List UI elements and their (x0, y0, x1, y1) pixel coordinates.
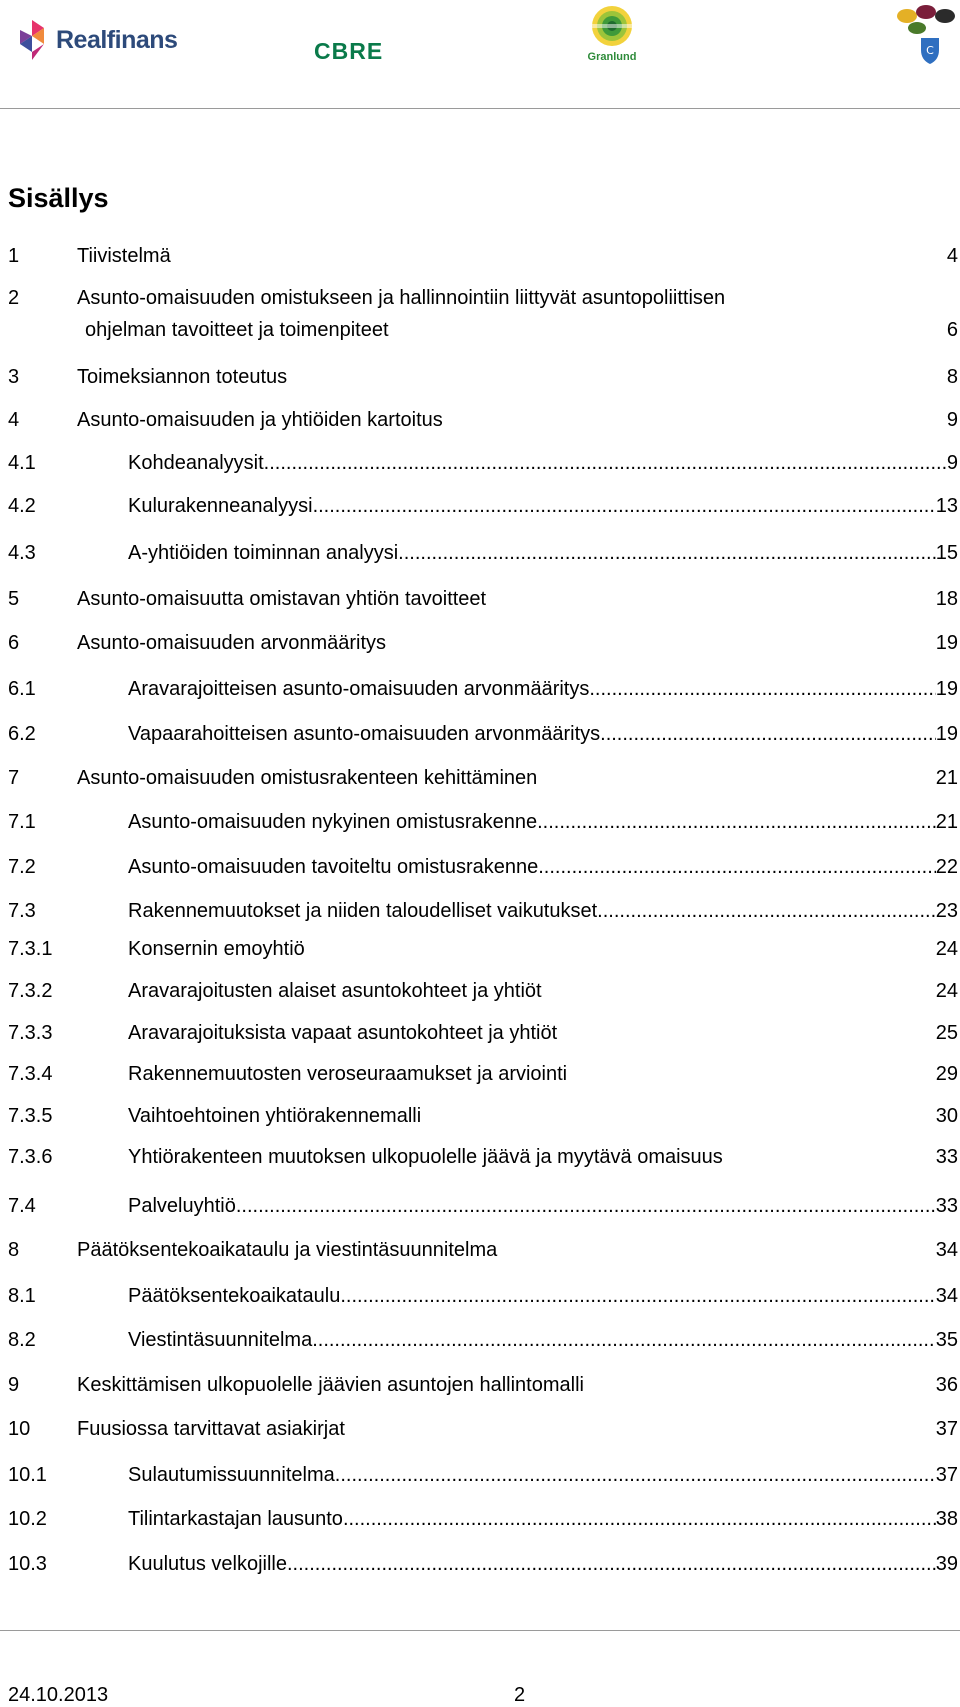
toc-entry-title: Viestintäsuunnitelma (128, 1329, 313, 1351)
toc-entry-number: 4.1 (8, 452, 36, 474)
toc-entry-page: 24 (935, 980, 958, 1002)
toc-entry-number: 4.2 (8, 495, 36, 517)
toc-entry-number: 7.3.5 (8, 1105, 53, 1127)
toc-entry-leader (128, 722, 958, 746)
toc-entry-title: Aravarajoitusten alaiset asuntokohteet ja yhtiöt (128, 980, 542, 1002)
toc-entry-title: A-yhtiöiden toiminnan analyysi (128, 542, 399, 564)
dot-leader (597, 899, 936, 923)
toc-entry-title: Tiivistelmä (77, 245, 171, 267)
toc-entry-page: 34 (935, 1285, 958, 1307)
toc-entry-title: Päätöksentekoaikataulu ja viestintäsuunnitelma (77, 1239, 498, 1261)
toc-entry-title: Rakennemuutosten veroseuraamukset ja arviointi (128, 1063, 568, 1085)
toc-entry-number: 10 (8, 1418, 31, 1440)
toc-entry-leader (128, 1194, 958, 1218)
toc-entry-title: Kohdeanalyysit (128, 452, 264, 474)
toc-entry-leader (128, 1284, 958, 1308)
dot-leader (340, 1284, 935, 1308)
toc-entry-page: 25 (935, 1022, 958, 1044)
toc-entry-leader (128, 810, 958, 834)
dot-leader (589, 677, 935, 701)
dot-leader (600, 722, 936, 746)
toc-entry-title: Vapaarahoitteisen asunto-omaisuuden arvonmääritys (128, 723, 601, 745)
toc-entry-page: 37 (935, 1464, 958, 1486)
dot-leader (312, 1328, 936, 1352)
granlund-wordmark: Granlund (587, 51, 637, 63)
toc-entry-number: 2 (8, 287, 20, 309)
toc-entry-title: Päätöksentekoaikataulu (128, 1285, 341, 1307)
toc-entry-title: Asunto-omaisuuden omistukseen ja hallinnointiin liittyvät asuntopoliittisen (77, 287, 726, 309)
footer-divider (0, 1630, 960, 1631)
toc-entry-title: Vaihtoehtoinen yhtiörakennemalli (128, 1105, 422, 1127)
toc-entry-page: 22 (935, 856, 958, 878)
toc-entry-page: 21 (935, 767, 958, 789)
toc-entry-page: 8 (946, 366, 958, 388)
toc-entry-number: 10.3 (8, 1553, 47, 1575)
toc-entry-number: 6.1 (8, 678, 36, 700)
city-crest-icon (893, 2, 959, 64)
toc-entry-number: 8.1 (8, 1285, 36, 1307)
granlund-logo (580, 4, 644, 62)
toc-entry-title: Asunto-omaisuuden arvonmääritys (77, 632, 387, 654)
realfinans-mark-icon (18, 20, 52, 60)
toc-entry-title: Tilintarkastajan lausunto (128, 1508, 343, 1530)
toc-entry-leader (128, 1507, 958, 1531)
dot-leader (335, 1463, 936, 1487)
toc-entry-title: Asunto-omaisuuden ja yhtiöiden kartoitus (77, 409, 443, 431)
toc-entry-title: Palveluyhtiö (128, 1195, 236, 1217)
toc-entry-number: 6 (8, 632, 20, 654)
toc-entry-page: 4 (946, 245, 958, 267)
toc-entry-title: Asunto-omaisuutta omistavan yhtiön tavoitteet (77, 588, 487, 610)
city-crest-logo (893, 2, 959, 64)
realfinans-logo (18, 18, 177, 62)
toc-entry-page: 19 (935, 723, 958, 745)
toc-entry-leader (128, 1552, 958, 1576)
toc-entry-leader (128, 677, 958, 701)
toc-entry-title: Toimeksiannon toteutus (77, 366, 288, 388)
toc-entry-page: 35 (935, 1329, 958, 1351)
toc-entry-title: Aravarajoituksista vapaat asuntokohteet ja yhtiöt (128, 1022, 558, 1044)
toc-entry-page: 18 (935, 588, 958, 610)
toc-entry-number: 7.3.1 (8, 938, 53, 960)
toc-entry-page: 6 (946, 319, 958, 341)
dot-leader (537, 810, 936, 834)
dot-leader (398, 541, 936, 565)
toc-entry-number: 7.1 (8, 811, 36, 833)
toc-entry-title: Kuulutus velkojille (128, 1553, 287, 1575)
footer-page-number: 2 (514, 1684, 526, 1706)
dot-leader (236, 1194, 936, 1218)
toc-entry-page: 39 (935, 1553, 958, 1575)
toc-entry-page: 33 (935, 1195, 958, 1217)
dot-leader (264, 451, 947, 475)
toc-entry-page: 9 (946, 452, 958, 474)
cbre-logo: CBRE (314, 38, 384, 64)
toc-entry-page: 15 (935, 542, 958, 564)
toc-entry-number: 7.3.3 (8, 1022, 53, 1044)
toc-entry-title: Asunto-omaisuuden nykyinen omistusrakenne (128, 811, 538, 833)
toc-entry-page: 21 (935, 811, 958, 833)
toc-entry-number: 7.4 (8, 1195, 36, 1217)
toc-entry-number: 8.2 (8, 1329, 36, 1351)
toc-entry-title: Sulautumissuunnitelma (128, 1464, 335, 1486)
toc-entry-leader (128, 1328, 958, 1352)
toc-entry-number: 8 (8, 1239, 20, 1261)
toc-entry-page: 9 (946, 409, 958, 431)
page-header (0, 0, 960, 108)
toc-entry-title: Yhtiörakenteen muutoksen ulkopuolelle jäävä ja myytävä omaisuus (128, 1146, 723, 1168)
realfinans-wordmark: Realfinans (56, 25, 178, 54)
toc-entry-number: 10.2 (8, 1508, 47, 1530)
toc-entry-number: 4 (8, 409, 20, 431)
toc-entry-number: 4.3 (8, 542, 36, 564)
toc-entry-page: 36 (935, 1374, 958, 1396)
toc-entry-number: 7.3.2 (8, 980, 53, 1002)
toc-entry-leader (128, 899, 958, 923)
toc-title: Sisällys (8, 183, 109, 213)
dot-leader (287, 1552, 936, 1576)
toc-entry-title: Keskittämisen ulkopuolelle jäävien asuntojen hallintomalli (77, 1374, 584, 1396)
toc-entry-number: 1 (8, 245, 20, 267)
dot-leader (343, 1507, 936, 1531)
toc-entry-number: 7.3.6 (8, 1146, 53, 1168)
toc-entry-page: 34 (935, 1239, 958, 1261)
toc-entry-number: 5 (8, 588, 20, 610)
toc-entry-number: 7 (8, 767, 20, 789)
footer-date: 24.10.2013 (8, 1684, 109, 1706)
header-divider (0, 108, 960, 109)
dot-leader (313, 494, 936, 518)
granlund-mark-icon (586, 4, 638, 48)
toc-entry-page: 19 (935, 678, 958, 700)
toc-entry-title: Asunto-omaisuuden omistusrakenteen kehittäminen (77, 767, 538, 789)
toc-entry-title: Fuusiossa tarvittavat asiakirjat (77, 1418, 345, 1440)
toc-entry-number: 7.3 (8, 900, 36, 922)
toc-entry-title-line2: ohjelman tavoitteet ja toimenpiteet (85, 319, 389, 341)
toc-entry-leader (128, 541, 958, 565)
toc-entry-number: 7.3.4 (8, 1063, 53, 1085)
toc-entry-title: Asunto-omaisuuden tavoiteltu omistusrakenne (128, 856, 539, 878)
toc-entry-title: Kulurakenneanalyysi (128, 495, 313, 517)
toc-entry-page: 23 (935, 900, 958, 922)
toc-entry-page: 30 (935, 1105, 958, 1127)
toc-entry-page: 37 (935, 1418, 958, 1440)
toc-entry-number: 10.1 (8, 1464, 47, 1486)
toc-entry-leader (128, 855, 958, 879)
toc-entry-leader (128, 1463, 958, 1487)
dot-leader (538, 855, 936, 879)
toc-entry-page: 29 (935, 1063, 958, 1085)
toc-entry-leader (128, 451, 958, 475)
svg-text:C: C (926, 44, 934, 57)
toc-entry-number: 3 (8, 366, 20, 388)
toc-entry-number: 9 (8, 1374, 20, 1396)
toc-entry-number: 7.2 (8, 856, 36, 878)
toc-entry-page: 19 (935, 632, 958, 654)
toc-entry-page: 24 (935, 938, 958, 960)
toc-entry-title: Konsernin emoyhtiö (128, 938, 305, 960)
toc-entry-number: 6.2 (8, 723, 36, 745)
toc-entry-title: Rakennemuutokset ja niiden taloudelliset vaikutukset (128, 900, 598, 922)
toc-entry-title: Aravarajoitteisen asunto-omaisuuden arvonmääritys (128, 678, 590, 700)
toc-entry-page: 13 (935, 495, 958, 517)
toc-entry-leader (128, 494, 958, 518)
toc-entry-page: 38 (935, 1508, 958, 1530)
toc-entry-page: 33 (935, 1146, 958, 1168)
